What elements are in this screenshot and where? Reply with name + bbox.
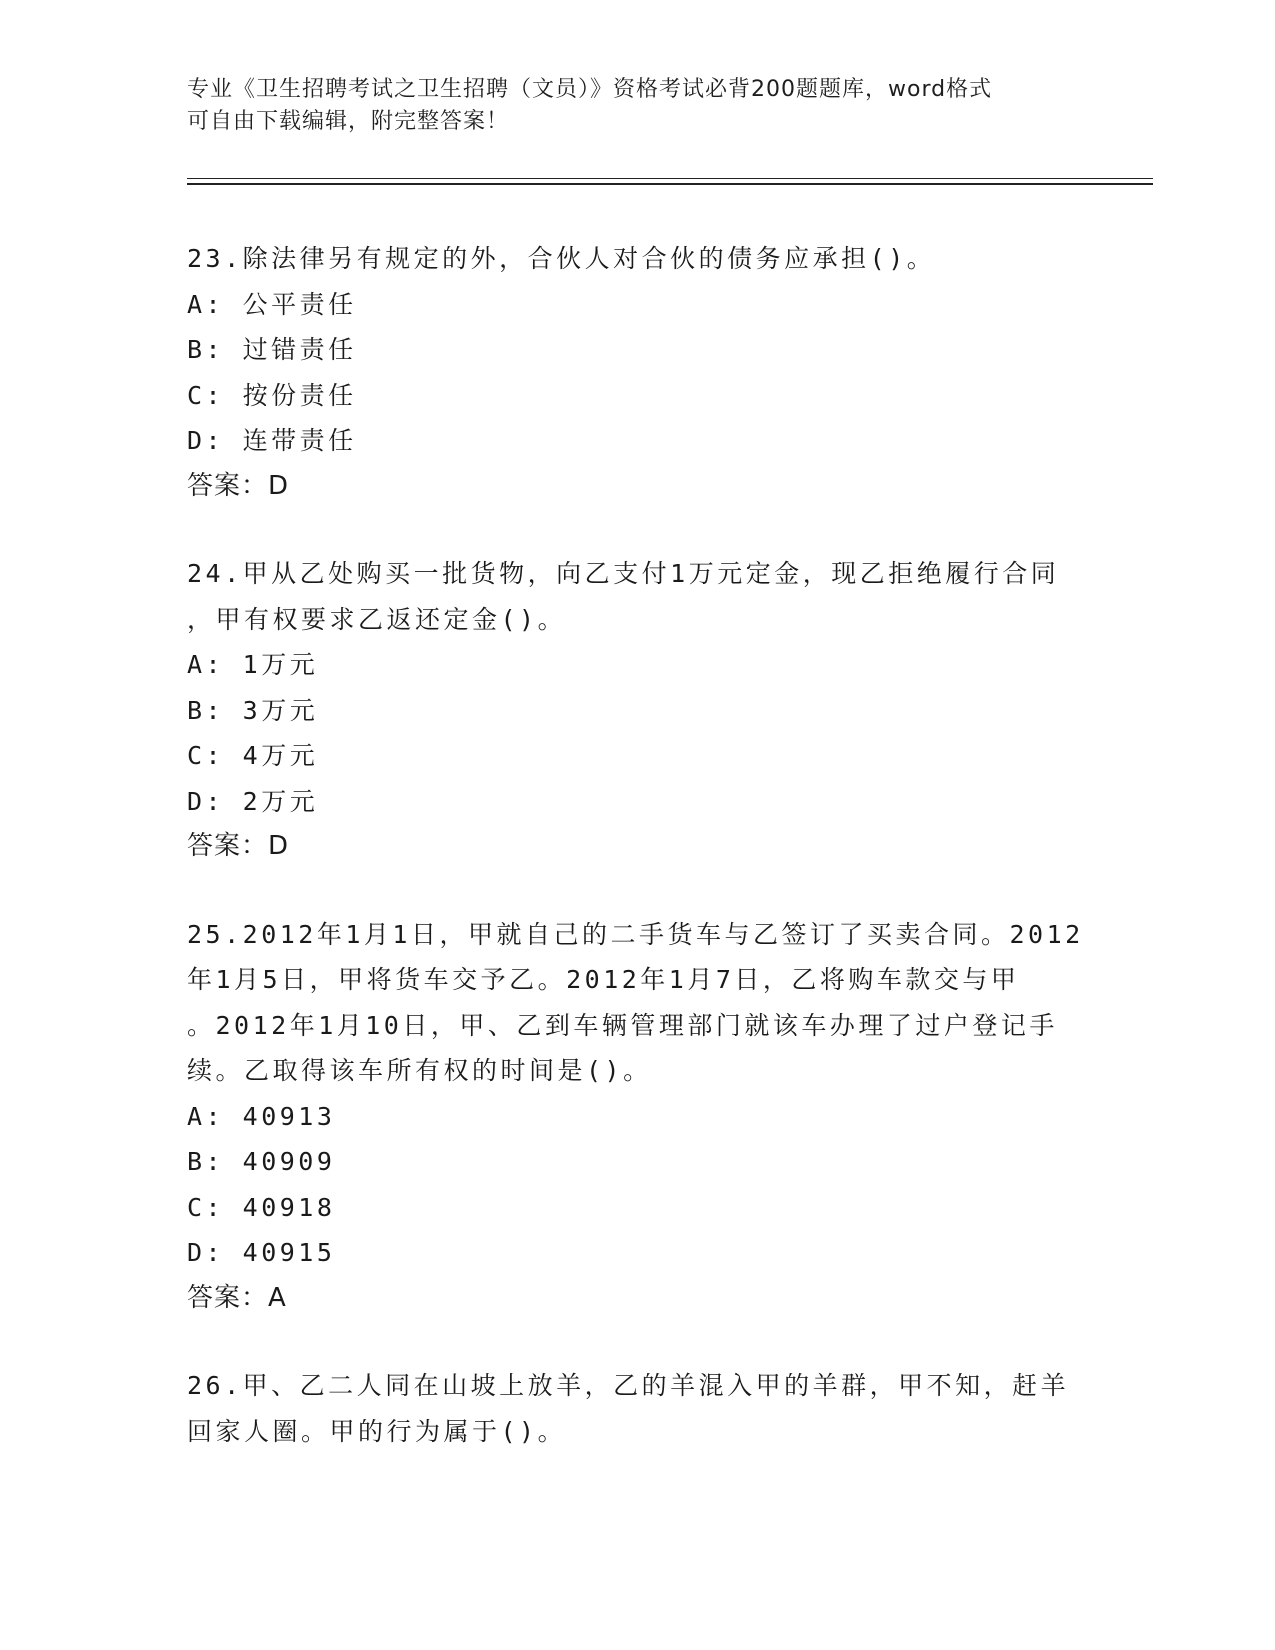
header-line-2: 可自由下载编辑，附完整答案！: [187, 109, 510, 134]
answer-option: B: 3万元: [187, 695, 319, 725]
question-block: [187, 236, 1087, 509]
question-text-line: 年1月5日，甲将货车交予乙。2012年1月7日，乙将购车款交与甲: [187, 965, 1020, 994]
header-divider-thick: [187, 183, 1153, 185]
question-text-line: 续。乙取得该车所有权的时间是()。: [187, 1056, 652, 1085]
answer-key: 答案：D: [187, 470, 290, 501]
answer-key: 答案：D: [187, 831, 290, 861]
question-text-line: ，甲有权要求乙返还定金()。: [187, 604, 567, 634]
answer-option: C: 按份责任: [187, 380, 357, 410]
answer-option: D: 连带责任: [187, 426, 357, 455]
answer-option: A: 40913: [187, 1101, 336, 1131]
question-block: [187, 551, 1087, 870]
question-block: [187, 1363, 1087, 1454]
question-list: [187, 236, 1087, 1496]
answer-option: C: 40918: [187, 1192, 336, 1222]
question-text-line: 回家人圈。甲的行为属于()。: [187, 1416, 567, 1446]
answer-option: B: 过错责任: [187, 335, 357, 364]
question-text-line: 25.2012年1月1日，甲就自己的二手货车与乙签订了买卖合同。2012: [187, 919, 1084, 949]
answer-option: A: 公平责任: [187, 289, 357, 319]
answer-option: A: 1万元: [187, 650, 319, 679]
answer-option: D: 2万元: [187, 786, 319, 816]
header-divider-thin: [187, 178, 1153, 179]
question-text-line: 26.甲、乙二人同在山坡上放羊，乙的羊混入甲的羊群，甲不知，赶羊: [187, 1371, 1070, 1400]
question-text-line: 23.除法律另有规定的外，合伙人对合伙的债务应承担()。: [187, 244, 936, 273]
header-line-1: 专业《卫生招聘考试之卫生招聘（文员）》资格考试必背200题题库，word格式: [187, 77, 993, 102]
answer-option: D: 40915: [187, 1238, 336, 1267]
question-block: [187, 912, 1087, 1322]
document-header: [187, 74, 1067, 138]
answer-option: B: 40909: [187, 1147, 336, 1176]
answer-key: 答案：A: [187, 1282, 287, 1313]
question-text-line: 。2012年1月10日，甲、乙到车辆管理部门就该车办理了过户登记手: [187, 1010, 1058, 1040]
question-text-line: 24.甲从乙处购买一批货物，向乙支付1万元定金，现乙拒绝履行合同: [187, 559, 1060, 588]
answer-option: C: 4万元: [187, 741, 319, 770]
